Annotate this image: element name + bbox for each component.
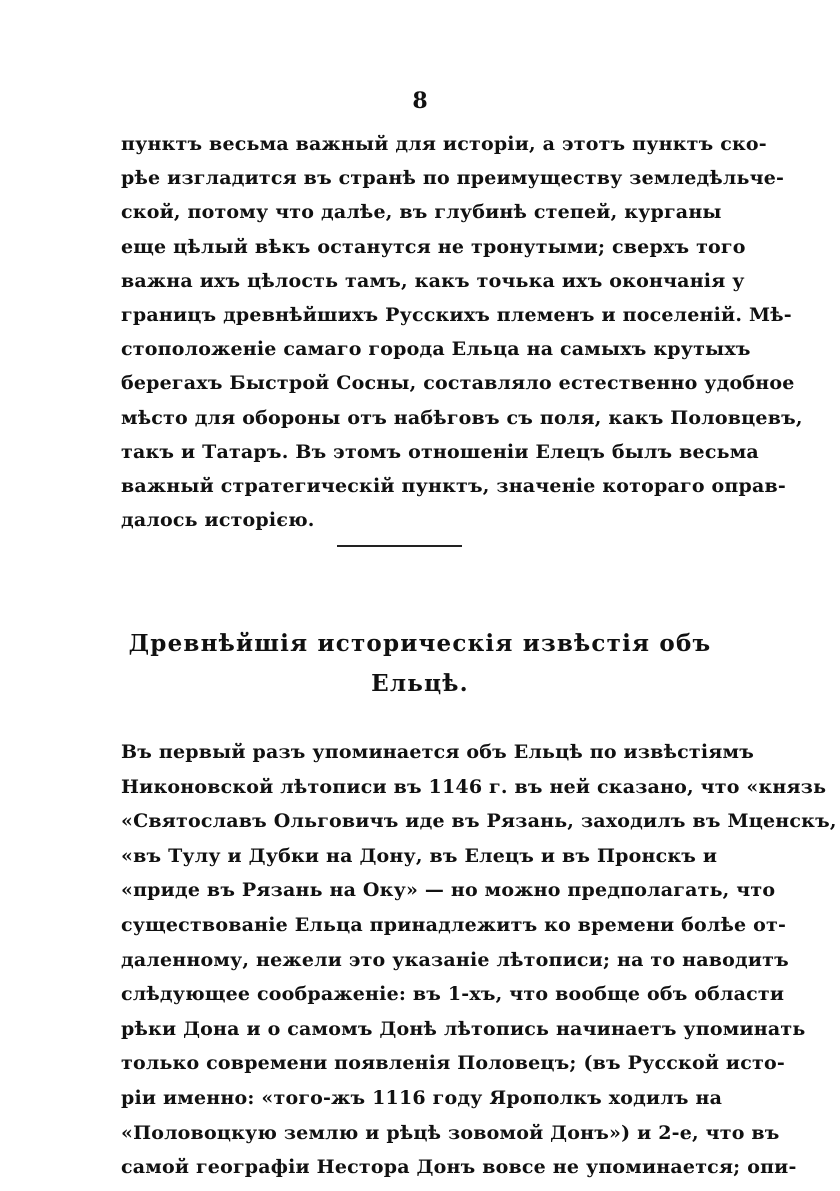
section-divider xyxy=(337,545,462,547)
section-heading xyxy=(0,624,840,704)
text-line: такъ и Татаръ. Въ этомъ отношеніи Елецъ былъ весьма xyxy=(121,440,759,463)
text-line: «приде въ Рязань на Оку» — но можно предполагать, что xyxy=(121,879,776,902)
text-line: берегахъ Быстрой Сосны, составляло естественно удобное xyxy=(121,372,795,395)
paragraph-1 xyxy=(121,127,803,537)
text-line: далось исторією. xyxy=(121,509,315,532)
text-line: рѣе изгладится въ странѣ по преимуществу земледѣльче- xyxy=(121,167,785,190)
text-line: самой географіи Нестора Донъ вовсе не упоминается; опи- xyxy=(121,1156,797,1179)
text-line: «Половоцкую землю и рѣцѣ зовомой Донъ») и 2-е, что въ xyxy=(121,1121,780,1144)
heading-line-1: Древнѣйшія историческія извѣстія объ xyxy=(128,630,712,657)
text-line: стоположеніе самаго города Ельца на самыхъ крутыхъ xyxy=(121,338,751,361)
text-line: ской, потому что далѣе, въ глубинѣ степей, курганы xyxy=(121,201,722,224)
text-line: существованіе Ельца принадлежитъ ко времени болѣе от- xyxy=(121,913,787,936)
text-line: границъ древнѣйшихъ Русскихъ племенъ и поселеній. Мѣ- xyxy=(121,303,792,326)
paragraph-2 xyxy=(121,735,837,1185)
text-line: пунктъ весьма важный для исторіи, а этотъ пунктъ ско- xyxy=(121,133,767,155)
text-line: даленному, нежели это указаніе лѣтописи; на то наводитъ xyxy=(121,948,789,971)
heading-line-2: Ельцѣ. xyxy=(371,670,469,697)
text-line: Никоновской лѣтописи въ 1146 г. въ ней сказано, что «князь xyxy=(121,775,827,798)
text-line: только современи появленія Половецъ; (въ Русской исто- xyxy=(121,1052,785,1075)
text-line: рѣки Дона и о самомъ Донѣ лѣтопись начинаетъ упоминать xyxy=(121,1017,806,1040)
text-line: «въ Тулу и Дубки на Дону, въ Елецъ и въ Пронскъ и xyxy=(121,844,718,867)
text-line: слѣдующее соображеніе: въ 1-хъ, что вообще объ области xyxy=(121,983,785,1006)
text-line: ріи именно: «того-жъ 1116 году Ярополкъ ходилъ на xyxy=(121,1086,723,1109)
page-number: 8 xyxy=(412,88,428,114)
text-line: важна ихъ цѣлость тамъ, какъ точька ихъ окончанія у xyxy=(121,269,745,292)
text-line: Въ первый разъ упоминается объ Ельцѣ по извѣстіямъ xyxy=(121,741,755,763)
text-line: еще цѣлый вѣкъ останутся не тронутыми; сверхъ того xyxy=(121,235,746,258)
text-line: «Святославъ Ольговичъ иде въ Рязань, заходилъ въ Мценскъ, xyxy=(121,810,837,833)
text-line: важный стратегическій пунктъ, значеніе котораго оправ- xyxy=(121,474,786,497)
text-line: мѣсто для обороны отъ набѣговъ съ поля, какъ Половцевъ, xyxy=(121,406,803,429)
